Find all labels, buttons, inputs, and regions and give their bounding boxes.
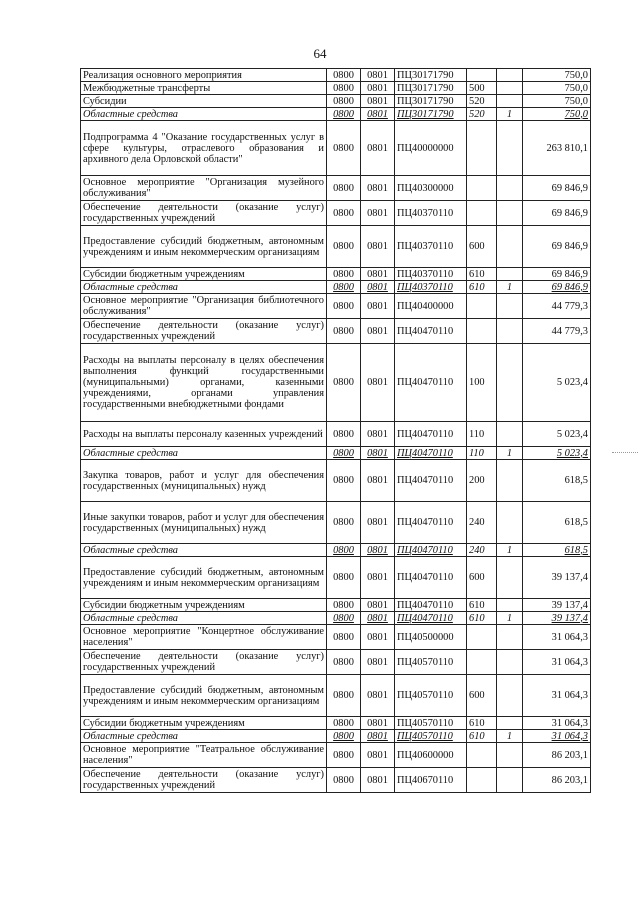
row-amount: 618,5 [523,544,591,557]
row-amount: 69 846,9 [523,268,591,281]
row-name: Предоставление субсидий бюджетным, автономным учреждениям и иным некоммерческим организациям [81,557,327,599]
row-amount: 750,0 [523,95,591,108]
row-name: Реализация основного мероприятия [81,69,327,82]
row-target-code: ПЦ40370110 [395,226,467,268]
row-section: 0800 [327,717,361,730]
row-section: 0800 [327,675,361,717]
row-group [497,69,523,82]
row-target-code: ПЦ40470110 [395,544,467,557]
table-row [81,69,591,82]
row-subsection: 0801 [361,422,395,447]
row-target-code: ПЦ40000000 [395,121,467,176]
row-expense-type: 610 [467,268,497,281]
row-section: 0800 [327,460,361,502]
table-row [81,176,591,201]
row-target-code: ПЦ40570110 [395,650,467,675]
row-target-code: ПЦ30171790 [395,69,467,82]
row-name: Основное мероприятие "Организация библиотечного обслуживания" [81,294,327,319]
row-section: 0800 [327,319,361,344]
row-section: 0800 [327,447,361,460]
row-section: 0800 [327,69,361,82]
row-group: 1 [497,730,523,743]
row-name: Обеспечение деятельности (оказание услуг) государственных учреждений [81,650,327,675]
row-target-code: ПЦ40400000 [395,294,467,319]
row-amount: 39 137,4 [523,557,591,599]
table-row [81,675,591,717]
row-expense-type [467,625,497,650]
table-row [81,82,591,95]
row-section: 0800 [327,650,361,675]
table-row [81,502,591,544]
row-target-code: ПЦ40470110 [395,344,467,422]
row-subsection: 0801 [361,121,395,176]
row-expense-type: 600 [467,675,497,717]
row-amount: 263 810,1 [523,121,591,176]
row-target-code: ПЦ40470110 [395,447,467,460]
row-amount: 5 023,4 [523,422,591,447]
row-amount: 750,0 [523,108,591,121]
row-group [497,176,523,201]
row-target-code: ПЦ40470110 [395,612,467,625]
row-name: Межбюджетные трансферты [81,82,327,95]
row-group [497,226,523,268]
row-expense-type: 100 [467,344,497,422]
row-amount: 618,5 [523,460,591,502]
row-name: Обеспечение деятельности (оказание услуг) государственных учреждений [81,319,327,344]
row-section: 0800 [327,344,361,422]
row-expense-type: 520 [467,95,497,108]
row-target-code: ПЦ40500000 [395,625,467,650]
row-section: 0800 [327,599,361,612]
page-number: 64 [313,46,327,61]
row-expense-type [467,121,497,176]
row-expense-type: 520 [467,108,497,121]
row-group [497,82,523,95]
row-expense-type: 200 [467,460,497,502]
row-target-code: ПЦ40470110 [395,422,467,447]
row-subsection: 0801 [361,717,395,730]
row-amount: 750,0 [523,82,591,95]
row-subsection: 0801 [361,557,395,599]
row-subsection: 0801 [361,226,395,268]
row-name: Основное мероприятие "Организация музейного обслуживания" [81,176,327,201]
row-subsection: 0801 [361,544,395,557]
table-row [81,768,591,793]
row-subsection: 0801 [361,675,395,717]
row-section: 0800 [327,612,361,625]
row-name: Субсидии [81,95,327,108]
table-row [81,599,591,612]
row-expense-type: 600 [467,557,497,599]
row-amount: 44 779,3 [523,294,591,319]
row-subsection: 0801 [361,502,395,544]
row-group [497,650,523,675]
row-expense-type: 610 [467,599,497,612]
row-name: Областные средства [81,612,327,625]
row-expense-type: 610 [467,281,497,294]
row-amount: 69 846,9 [523,176,591,201]
row-target-code: ПЦ30171790 [395,82,467,95]
row-section: 0800 [327,422,361,447]
table-row [81,95,591,108]
row-expense-type [467,650,497,675]
row-section: 0800 [327,557,361,599]
row-target-code: ПЦ40370110 [395,268,467,281]
table-row [81,108,591,121]
row-section: 0800 [327,95,361,108]
row-name: Подпрограмма 4 "Оказание государственных услуг в сфере культуры, отраслевого образования и архивного дела Орловской области" [81,121,327,176]
row-expense-type [467,768,497,793]
table-row [81,281,591,294]
row-section: 0800 [327,226,361,268]
row-section: 0800 [327,768,361,793]
table-row [81,344,591,422]
row-amount: 44 779,3 [523,319,591,344]
row-subsection: 0801 [361,768,395,793]
row-amount: 31 064,3 [523,730,591,743]
row-group [497,768,523,793]
table-row [81,121,591,176]
row-subsection: 0801 [361,730,395,743]
row-name: Предоставление субсидий бюджетным, автономным учреждениям и иным некоммерческим организациям [81,226,327,268]
table-row [81,268,591,281]
row-section: 0800 [327,176,361,201]
row-name: Субсидии бюджетным учреждениям [81,268,327,281]
row-group [497,201,523,226]
row-subsection: 0801 [361,447,395,460]
row-expense-type: 110 [467,447,497,460]
row-group [497,268,523,281]
row-name: Областные средства [81,730,327,743]
row-subsection: 0801 [361,176,395,201]
row-name: Областные средства [81,544,327,557]
row-expense-type: 610 [467,730,497,743]
row-name: Иные закупки товаров, работ и услуг для обеспечения государственных (муниципальных) нужд [81,502,327,544]
row-target-code: ПЦ40300000 [395,176,467,201]
row-section: 0800 [327,121,361,176]
row-section: 0800 [327,281,361,294]
row-amount: 750,0 [523,69,591,82]
row-target-code: ПЦ40570110 [395,675,467,717]
row-expense-type: 500 [467,82,497,95]
table-row [81,201,591,226]
table-row [81,612,591,625]
row-name: Расходы на выплаты персоналу в целях обеспечения выполнения функций государственными (муниципальными) органами, казенными учреждениями, органами управления государственными внебюджетными фондами [81,344,327,422]
row-group [497,344,523,422]
row-group [497,460,523,502]
row-section: 0800 [327,268,361,281]
row-section: 0800 [327,730,361,743]
row-amount: 31 064,3 [523,675,591,717]
row-name: Областные средства [81,108,327,121]
row-name: Основное мероприятие "Театральное обслуживание населения" [81,743,327,768]
row-group: 1 [497,281,523,294]
row-subsection: 0801 [361,743,395,768]
table-row [81,730,591,743]
table-row [81,625,591,650]
row-group [497,557,523,599]
row-subsection: 0801 [361,319,395,344]
row-target-code: ПЦ30171790 [395,95,467,108]
row-subsection: 0801 [361,108,395,121]
row-amount: 5 023,4 [523,447,591,460]
row-subsection: 0801 [361,69,395,82]
row-target-code: ПЦ40470110 [395,557,467,599]
row-target-code: ПЦ30171790 [395,108,467,121]
row-section: 0800 [327,82,361,95]
row-expense-type: 610 [467,717,497,730]
row-target-code: ПЦ40370110 [395,201,467,226]
row-expense-type: 600 [467,226,497,268]
row-target-code: ПЦ40670110 [395,768,467,793]
row-target-code: ПЦ40600000 [395,743,467,768]
row-name: Закупка товаров, работ и услуг для обеспечения государственных (муниципальных) нужд [81,460,327,502]
row-group [497,625,523,650]
row-subsection: 0801 [361,625,395,650]
row-expense-type: 610 [467,612,497,625]
row-amount: 69 846,9 [523,201,591,226]
row-name: Основное мероприятие "Концертное обслуживание населения" [81,625,327,650]
table-row [81,650,591,675]
row-amount: 39 137,4 [523,612,591,625]
row-target-code: ПЦ40470110 [395,460,467,502]
table-row [81,717,591,730]
row-name: Субсидии бюджетным учреждениям [81,717,327,730]
row-subsection: 0801 [361,281,395,294]
row-amount: 69 846,9 [523,281,591,294]
row-target-code: ПЦ40470110 [395,599,467,612]
row-group [497,319,523,344]
budget-table [80,68,591,793]
row-name: Предоставление субсидий бюджетным, автономным учреждениям и иным некоммерческим организациям [81,675,327,717]
row-expense-type [467,743,497,768]
row-section: 0800 [327,544,361,557]
row-target-code: ПЦ40470110 [395,502,467,544]
row-subsection: 0801 [361,460,395,502]
row-expense-type [467,319,497,344]
row-group [497,717,523,730]
table-row [81,743,591,768]
row-section: 0800 [327,108,361,121]
row-name: Областные средства [81,447,327,460]
row-amount: 618,5 [523,502,591,544]
table-row [81,544,591,557]
row-expense-type: 110 [467,422,497,447]
row-amount: 86 203,1 [523,768,591,793]
row-subsection: 0801 [361,599,395,612]
row-expense-type: 240 [467,544,497,557]
row-section: 0800 [327,502,361,544]
margin-mark [612,452,638,453]
row-section: 0800 [327,743,361,768]
row-subsection: 0801 [361,650,395,675]
row-subsection: 0801 [361,294,395,319]
row-name: Обеспечение деятельности (оказание услуг) государственных учреждений [81,201,327,226]
table-row [81,319,591,344]
row-group: 1 [497,544,523,557]
row-amount: 86 203,1 [523,743,591,768]
row-subsection: 0801 [361,268,395,281]
table-body [81,69,591,793]
table-row [81,294,591,319]
row-section: 0800 [327,625,361,650]
row-expense-type [467,176,497,201]
table-row [81,226,591,268]
row-target-code: ПЦ40570110 [395,730,467,743]
row-group [497,743,523,768]
row-amount: 69 846,9 [523,226,591,268]
row-group: 1 [497,612,523,625]
row-expense-type [467,201,497,226]
row-target-code: ПЦ40570110 [395,717,467,730]
row-group: 1 [497,108,523,121]
row-amount: 5 023,4 [523,344,591,422]
row-expense-type: 240 [467,502,497,544]
row-group: 1 [497,447,523,460]
row-expense-type [467,294,497,319]
row-amount: 31 064,3 [523,717,591,730]
row-amount: 39 137,4 [523,599,591,612]
row-target-code: ПЦ40370110 [395,281,467,294]
row-subsection: 0801 [361,201,395,226]
table-row [81,422,591,447]
table-row [81,447,591,460]
row-group [497,95,523,108]
row-section: 0800 [327,201,361,226]
row-target-code: ПЦ40470110 [395,319,467,344]
table-row [81,557,591,599]
row-name: Расходы на выплаты персоналу казенных учреждений [81,422,327,447]
row-subsection: 0801 [361,95,395,108]
row-expense-type [467,69,497,82]
row-subsection: 0801 [361,82,395,95]
row-name: Субсидии бюджетным учреждениям [81,599,327,612]
row-group [497,121,523,176]
row-amount: 31 064,3 [523,650,591,675]
row-group [497,599,523,612]
row-subsection: 0801 [361,612,395,625]
row-group [497,294,523,319]
row-group [497,422,523,447]
row-name: Областные средства [81,281,327,294]
row-name: Обеспечение деятельности (оказание услуг) государственных учреждений [81,768,327,793]
table-row [81,460,591,502]
row-amount: 31 064,3 [523,625,591,650]
row-group [497,502,523,544]
row-subsection: 0801 [361,344,395,422]
row-section: 0800 [327,294,361,319]
row-group [497,675,523,717]
